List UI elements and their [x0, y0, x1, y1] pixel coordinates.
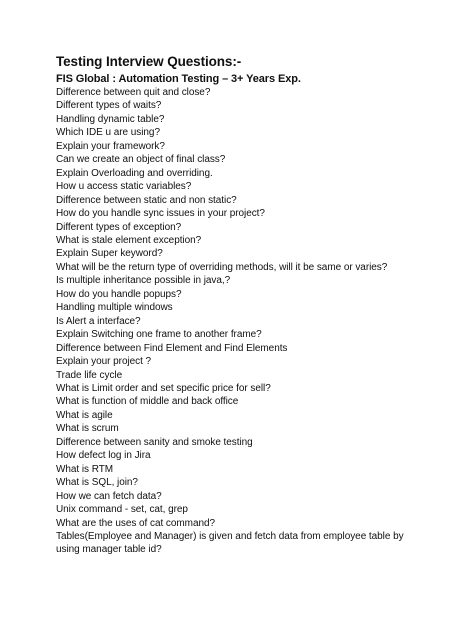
question-item: How defect log in Jira	[56, 450, 151, 462]
question-item: Explain Switching one frame to another frame?	[56, 329, 262, 341]
question-item: How u access static variables?	[56, 181, 192, 193]
question-item: How do you handle sync issues in your project?	[56, 208, 265, 220]
question-item: Difference between quit and close?	[56, 87, 211, 98]
document-title: Testing Interview Questions:-	[56, 54, 242, 69]
question-item: Which IDE u are using?	[56, 127, 160, 139]
question-item: What is function of middle and back office	[56, 396, 239, 408]
question-item: Is Alert a interface?	[56, 315, 141, 327]
question-item: Explain your project ?	[56, 356, 152, 368]
question-item: Difference between Find Element and Find Elements	[56, 342, 288, 354]
question-item: Explain Overloading and overriding.	[56, 167, 213, 179]
question-item: What is agile	[56, 409, 113, 421]
question-item: What is RTM	[56, 463, 114, 475]
question-item: Handling dynamic table?	[56, 113, 165, 125]
question-item: Tables(Employee and Manager) is given and fetch data from employee table by using manager table id?	[56, 530, 404, 556]
question-item: What is scrum	[56, 423, 119, 435]
question-item: What is SQL, join?	[56, 477, 138, 489]
question-item: Unix command - set, cat, grep	[56, 504, 188, 516]
question-item: Is multiple inheritance possible in java,?	[56, 275, 231, 287]
question-item: Handling multiple windows	[56, 302, 173, 314]
question-item: What is stale element exception?	[56, 234, 202, 246]
question-item: How do you handle popups?	[56, 288, 182, 300]
question-item: What is Limit order and set specific price for sell?	[56, 382, 271, 394]
question-item: What are the uses of cat command?	[56, 517, 215, 529]
question-item: How we can fetch data?	[56, 490, 162, 502]
question-item: Can we create an object of final class?	[56, 154, 226, 166]
question-item: Explain Super keyword?	[56, 248, 163, 260]
question-list	[56, 86, 456, 557]
question-item: Different types of waits?	[56, 100, 162, 112]
question-item: Difference between sanity and smoke testing	[56, 436, 253, 448]
question-item: What will be the return type of overriding methods, will it be same or varies?	[56, 261, 388, 273]
document-subtitle: FIS Global : Automation Testing – 3+ Years Exp.	[56, 73, 301, 85]
question-item: Different types of exception?	[56, 221, 182, 233]
question-item: Trade life cycle	[56, 369, 123, 381]
question-item: Difference between static and non static?	[56, 194, 237, 206]
question-item: Explain your framework?	[56, 140, 165, 152]
